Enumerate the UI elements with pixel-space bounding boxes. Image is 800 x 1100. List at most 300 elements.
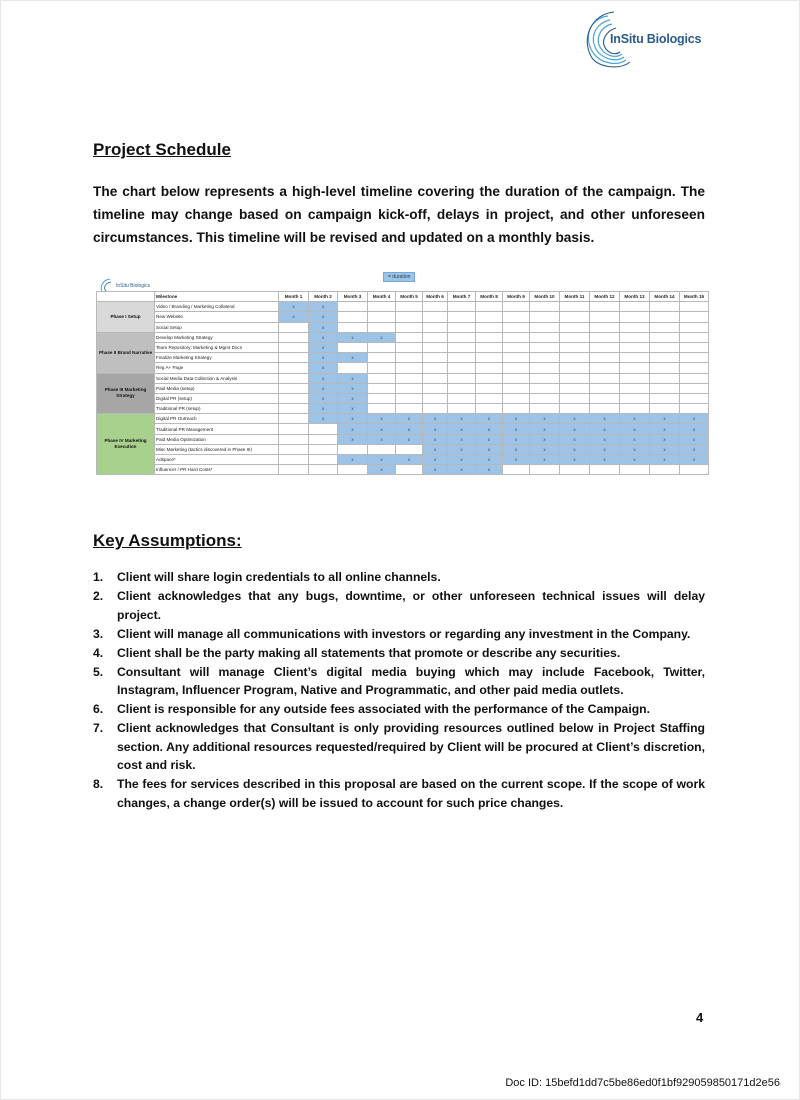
document-id: Doc ID: 15befd1dd7c5be86ed0f1bf929059850171d2e56	[505, 1077, 780, 1089]
empty-cell	[448, 393, 476, 403]
duration-cell: x	[368, 455, 396, 465]
month-header: Month 4	[368, 292, 396, 302]
empty-cell	[680, 465, 709, 475]
empty-cell	[368, 342, 396, 352]
key-assumptions-list	[93, 568, 705, 813]
empty-cell	[368, 302, 396, 312]
empty-cell	[476, 353, 503, 363]
timeline-row	[97, 414, 709, 424]
month-header: Month 15	[680, 292, 709, 302]
empty-cell	[530, 312, 560, 322]
duration-cell: x	[620, 444, 650, 454]
duration-cell: x	[309, 332, 338, 342]
duration-cell: x	[560, 434, 590, 444]
duration-cell: x	[650, 444, 680, 454]
milestone-name: Misc Marketing (tactics discovered in Phase III)	[155, 444, 279, 454]
empty-cell	[309, 455, 338, 465]
timeline-row	[97, 342, 709, 352]
timeline-row	[97, 383, 709, 393]
empty-cell	[476, 332, 503, 342]
empty-cell	[368, 393, 396, 403]
duration-cell: x	[423, 414, 448, 424]
milestone-name: Traditional PR (setup)	[155, 404, 279, 414]
empty-cell	[279, 383, 309, 393]
empty-cell	[503, 312, 530, 322]
empty-cell	[309, 444, 338, 454]
empty-cell	[620, 332, 650, 342]
phase-header-cell	[97, 292, 155, 302]
duration-cell: x	[680, 444, 709, 454]
empty-cell	[530, 302, 560, 312]
company-logo	[580, 8, 740, 70]
month-header: Month 5	[396, 292, 423, 302]
timeline-header-row	[97, 292, 709, 302]
duration-cell: x	[309, 342, 338, 352]
assumption-text: Client acknowledges that Consultant is only providing resources outlined below in Project Staffing section. Any additional resources requested/required by Client will be procured at Client’s discretion, cost and risk.	[117, 721, 705, 772]
duration-cell: x	[309, 393, 338, 403]
empty-cell	[338, 342, 368, 352]
empty-cell	[530, 322, 560, 332]
empty-cell	[279, 342, 309, 352]
assumption-text: The fees for services described in this proposal are based on the current scope. If the scope of work changes, a change order(s) will be issued to account for such price changes.	[117, 777, 705, 810]
empty-cell	[448, 404, 476, 414]
schedule-intro-paragraph: The chart below represents a high-level timeline covering the duration of the campaign. The timeline may change based on campaign kick-off, delays in project, and other unforeseen circumstances. This timeline will be revised and updated on a monthly basis.	[93, 184, 705, 245]
assumption-item	[93, 568, 705, 587]
empty-cell	[448, 373, 476, 383]
empty-cell	[423, 393, 448, 403]
duration-cell: x	[338, 393, 368, 403]
duration-cell: x	[530, 424, 560, 434]
empty-cell	[620, 302, 650, 312]
empty-cell	[279, 444, 309, 454]
duration-cell: x	[476, 424, 503, 434]
empty-cell	[620, 393, 650, 403]
duration-legend: = duration	[383, 272, 415, 282]
empty-cell	[423, 363, 448, 373]
phase-label: Phase II Brand Narrative	[97, 332, 155, 373]
empty-cell	[396, 373, 423, 383]
duration-cell: x	[590, 455, 620, 465]
duration-cell: x	[530, 434, 560, 444]
empty-cell	[530, 353, 560, 363]
assumption-text: Client acknowledges that any bugs, downtime, or other unforeseen technical issues will delay project.	[117, 589, 705, 622]
duration-cell: x	[448, 444, 476, 454]
duration-cell: x	[423, 444, 448, 454]
duration-cell: x	[590, 424, 620, 434]
empty-cell	[338, 302, 368, 312]
milestone-name: Reg A+ Page	[155, 363, 279, 373]
empty-cell	[368, 353, 396, 363]
milestone-name: Social Setup	[155, 322, 279, 332]
empty-cell	[368, 383, 396, 393]
empty-cell	[560, 342, 590, 352]
month-header: Month 9	[503, 292, 530, 302]
empty-cell	[423, 373, 448, 383]
empty-cell	[560, 393, 590, 403]
gantt-logo-text: InSitu Biologics	[116, 283, 151, 289]
assumption-number: 4.	[93, 645, 104, 660]
timeline-body	[97, 302, 709, 475]
empty-cell	[396, 312, 423, 322]
duration-cell: x	[423, 434, 448, 444]
milestone-name: Finalize Marketing Strategy	[155, 353, 279, 363]
empty-cell	[423, 312, 448, 322]
duration-cell: x	[309, 414, 338, 424]
empty-cell	[396, 444, 423, 454]
duration-cell: x	[448, 414, 476, 424]
phase-label: Phase III Marketing Strategy	[97, 373, 155, 414]
empty-cell	[338, 363, 368, 373]
month-header: Month 7	[448, 292, 476, 302]
empty-cell	[476, 312, 503, 322]
duration-cell: x	[368, 465, 396, 475]
timeline-row	[97, 455, 709, 465]
timeline-row	[97, 404, 709, 414]
duration-cell: x	[448, 434, 476, 444]
empty-cell	[590, 363, 620, 373]
empty-cell	[530, 373, 560, 383]
empty-cell	[396, 383, 423, 393]
duration-cell: x	[309, 322, 338, 332]
month-header: Month 10	[530, 292, 560, 302]
duration-cell: x	[476, 434, 503, 444]
empty-cell	[396, 342, 423, 352]
empty-cell	[650, 404, 680, 414]
empty-cell	[423, 383, 448, 393]
empty-cell	[620, 383, 650, 393]
empty-cell	[503, 353, 530, 363]
empty-cell	[279, 393, 309, 403]
empty-cell	[423, 302, 448, 312]
empty-cell	[279, 424, 309, 434]
empty-cell	[530, 393, 560, 403]
assumption-item	[93, 719, 705, 775]
duration-cell: x	[590, 444, 620, 454]
logo-text: InSitu Biologics	[610, 32, 702, 46]
empty-cell	[530, 332, 560, 342]
duration-cell: x	[680, 455, 709, 465]
empty-cell	[590, 302, 620, 312]
month-header: Month 1	[279, 292, 309, 302]
duration-cell: x	[338, 424, 368, 434]
empty-cell	[423, 332, 448, 342]
duration-cell: x	[309, 373, 338, 383]
empty-cell	[423, 342, 448, 352]
timeline-row	[97, 302, 709, 312]
assumption-text: Client shall be the party making all statements that promote or describe any securities.	[117, 645, 621, 660]
duration-cell: x	[503, 414, 530, 424]
month-header: Month 11	[560, 292, 590, 302]
month-header: Month 8	[476, 292, 503, 302]
empty-cell	[650, 322, 680, 332]
empty-cell	[309, 424, 338, 434]
empty-cell	[448, 302, 476, 312]
empty-cell	[680, 353, 709, 363]
milestone-name: Adspace*	[155, 455, 279, 465]
empty-cell	[650, 363, 680, 373]
duration-cell: x	[650, 414, 680, 424]
empty-cell	[396, 302, 423, 312]
empty-cell	[680, 363, 709, 373]
empty-cell	[279, 373, 309, 383]
milestone-name: Team Repository: Marketing & Mgmt Docs	[155, 342, 279, 352]
empty-cell	[279, 434, 309, 444]
milestone-name: Paid Media (setup)	[155, 383, 279, 393]
empty-cell	[503, 332, 530, 342]
empty-cell	[368, 322, 396, 332]
duration-cell: x	[338, 332, 368, 342]
empty-cell	[338, 322, 368, 332]
duration-cell: x	[476, 444, 503, 454]
empty-cell	[503, 302, 530, 312]
empty-cell	[476, 383, 503, 393]
empty-cell	[650, 373, 680, 383]
duration-cell: x	[309, 404, 338, 414]
duration-cell: x	[560, 424, 590, 434]
empty-cell	[368, 373, 396, 383]
empty-cell	[503, 363, 530, 373]
empty-cell	[476, 363, 503, 373]
duration-cell: x	[309, 312, 338, 322]
empty-cell	[680, 393, 709, 403]
duration-cell: x	[530, 455, 560, 465]
duration-cell: x	[560, 414, 590, 424]
duration-cell: x	[309, 383, 338, 393]
empty-cell	[503, 322, 530, 332]
assumption-item	[93, 775, 705, 812]
empty-cell	[448, 342, 476, 352]
empty-cell	[423, 404, 448, 414]
empty-cell	[560, 404, 590, 414]
duration-cell: x	[279, 312, 309, 322]
duration-cell: x	[368, 424, 396, 434]
phase-label: Phase IV Marketing Execution	[97, 414, 155, 475]
timeline-row	[97, 332, 709, 342]
duration-cell: x	[396, 455, 423, 465]
assumption-text: Client is responsible for any outside fees associated with the performance of the Campaign.	[117, 702, 650, 716]
timeline-row	[97, 434, 709, 444]
empty-cell	[279, 465, 309, 475]
empty-cell	[368, 444, 396, 454]
empty-cell	[396, 353, 423, 363]
duration-cell: x	[476, 414, 503, 424]
empty-cell	[279, 332, 309, 342]
empty-cell	[560, 363, 590, 373]
duration-cell: x	[368, 434, 396, 444]
empty-cell	[590, 332, 620, 342]
duration-cell: x	[368, 332, 396, 342]
duration-cell: x	[650, 434, 680, 444]
assumption-item	[93, 663, 705, 700]
empty-cell	[448, 363, 476, 373]
milestone-name: Develop Marketing Strategy	[155, 332, 279, 342]
duration-cell: x	[503, 424, 530, 434]
duration-cell: x	[309, 353, 338, 363]
empty-cell	[368, 312, 396, 322]
duration-cell: x	[620, 434, 650, 444]
month-header: Month 12	[590, 292, 620, 302]
empty-cell	[590, 465, 620, 475]
duration-cell: x	[338, 404, 368, 414]
timeline-row	[97, 373, 709, 383]
empty-cell	[560, 312, 590, 322]
empty-cell	[448, 322, 476, 332]
duration-cell: x	[503, 455, 530, 465]
assumption-number: 2.	[93, 589, 104, 603]
empty-cell	[530, 465, 560, 475]
empty-cell	[476, 373, 503, 383]
timeline-row	[97, 322, 709, 332]
empty-cell	[309, 434, 338, 444]
empty-cell	[560, 373, 590, 383]
empty-cell	[530, 383, 560, 393]
duration-cell: x	[448, 455, 476, 465]
empty-cell	[476, 302, 503, 312]
empty-cell	[590, 312, 620, 322]
duration-cell: x	[338, 353, 368, 363]
assumption-item	[93, 587, 705, 624]
duration-cell: x	[530, 414, 560, 424]
empty-cell	[530, 363, 560, 373]
empty-cell	[476, 404, 503, 414]
empty-cell	[396, 332, 423, 342]
timeline-row	[97, 312, 709, 322]
timeline-row	[97, 465, 709, 475]
empty-cell	[560, 332, 590, 342]
empty-cell	[503, 393, 530, 403]
empty-cell	[620, 322, 650, 332]
project-schedule-heading: Project Schedule	[93, 140, 231, 159]
duration-cell: x	[448, 424, 476, 434]
duration-cell: x	[590, 414, 620, 424]
empty-cell	[680, 302, 709, 312]
assumption-item	[93, 625, 705, 644]
duration-cell: x	[338, 455, 368, 465]
duration-cell: x	[423, 424, 448, 434]
duration-cell: x	[680, 434, 709, 444]
milestone-name: New Website	[155, 312, 279, 322]
empty-cell	[590, 393, 620, 403]
empty-cell	[620, 353, 650, 363]
empty-cell	[650, 312, 680, 322]
empty-cell	[279, 353, 309, 363]
duration-cell: x	[423, 455, 448, 465]
duration-cell: x	[560, 444, 590, 454]
empty-cell	[476, 393, 503, 403]
empty-cell	[560, 383, 590, 393]
duration-cell: x	[620, 455, 650, 465]
project-timeline-chart	[96, 268, 708, 473]
empty-cell	[503, 404, 530, 414]
empty-cell	[650, 332, 680, 342]
empty-cell	[590, 373, 620, 383]
duration-cell: x	[620, 414, 650, 424]
assumption-number: 5.	[93, 664, 104, 679]
milestone-header: Milestone	[155, 292, 279, 302]
empty-cell	[448, 312, 476, 322]
milestone-name: Digital PR Outreach	[155, 414, 279, 424]
empty-cell	[338, 465, 368, 475]
empty-cell	[590, 383, 620, 393]
duration-cell: x	[476, 455, 503, 465]
empty-cell	[448, 332, 476, 342]
empty-cell	[279, 404, 309, 414]
empty-cell	[396, 363, 423, 373]
empty-cell	[396, 322, 423, 332]
empty-cell	[560, 353, 590, 363]
empty-cell	[279, 455, 309, 465]
duration-cell: x	[338, 434, 368, 444]
empty-cell	[279, 414, 309, 424]
duration-cell: x	[620, 424, 650, 434]
empty-cell	[620, 373, 650, 383]
empty-cell	[620, 342, 650, 352]
assumption-item	[93, 700, 705, 719]
duration-cell: x	[309, 302, 338, 312]
empty-cell	[590, 404, 620, 414]
empty-cell	[503, 342, 530, 352]
milestone-name: Social Media Data Collection & Analysis	[155, 373, 279, 383]
duration-cell: x	[396, 424, 423, 434]
empty-cell	[530, 342, 560, 352]
duration-cell: x	[680, 414, 709, 424]
milestone-name: Paid Media Optimization	[155, 434, 279, 444]
duration-cell: x	[650, 455, 680, 465]
empty-cell	[620, 312, 650, 322]
empty-cell	[680, 322, 709, 332]
duration-cell: x	[650, 424, 680, 434]
assumption-number: 1.	[93, 570, 104, 584]
duration-cell: x	[338, 383, 368, 393]
duration-cell: x	[448, 465, 476, 475]
empty-cell	[503, 383, 530, 393]
month-header: Month 3	[338, 292, 368, 302]
empty-cell	[650, 465, 680, 475]
empty-cell	[448, 383, 476, 393]
duration-cell: x	[530, 444, 560, 454]
empty-cell	[680, 383, 709, 393]
empty-cell	[396, 393, 423, 403]
empty-cell	[368, 404, 396, 414]
empty-cell	[650, 353, 680, 363]
empty-cell	[476, 322, 503, 332]
empty-cell	[279, 363, 309, 373]
duration-cell: x	[368, 414, 396, 424]
month-header: Month 2	[309, 292, 338, 302]
duration-cell: x	[338, 414, 368, 424]
assumption-number: 7.	[93, 721, 104, 735]
empty-cell	[396, 404, 423, 414]
assumption-text: Client will manage all communications with investors or regarding any investment in the Company.	[117, 626, 691, 641]
duration-cell: x	[560, 455, 590, 465]
month-header: Month 6	[423, 292, 448, 302]
empty-cell	[590, 342, 620, 352]
milestone-name: Traditional PR Management	[155, 424, 279, 434]
timeline-row	[97, 424, 709, 434]
empty-cell	[423, 353, 448, 363]
duration-cell: x	[396, 414, 423, 424]
empty-cell	[503, 465, 530, 475]
empty-cell	[503, 373, 530, 383]
empty-cell	[338, 444, 368, 454]
empty-cell	[279, 322, 309, 332]
empty-cell	[368, 363, 396, 373]
duration-cell: x	[680, 424, 709, 434]
empty-cell	[680, 404, 709, 414]
empty-cell	[309, 465, 338, 475]
duration-cell: x	[338, 373, 368, 383]
month-header: Month 14	[650, 292, 680, 302]
